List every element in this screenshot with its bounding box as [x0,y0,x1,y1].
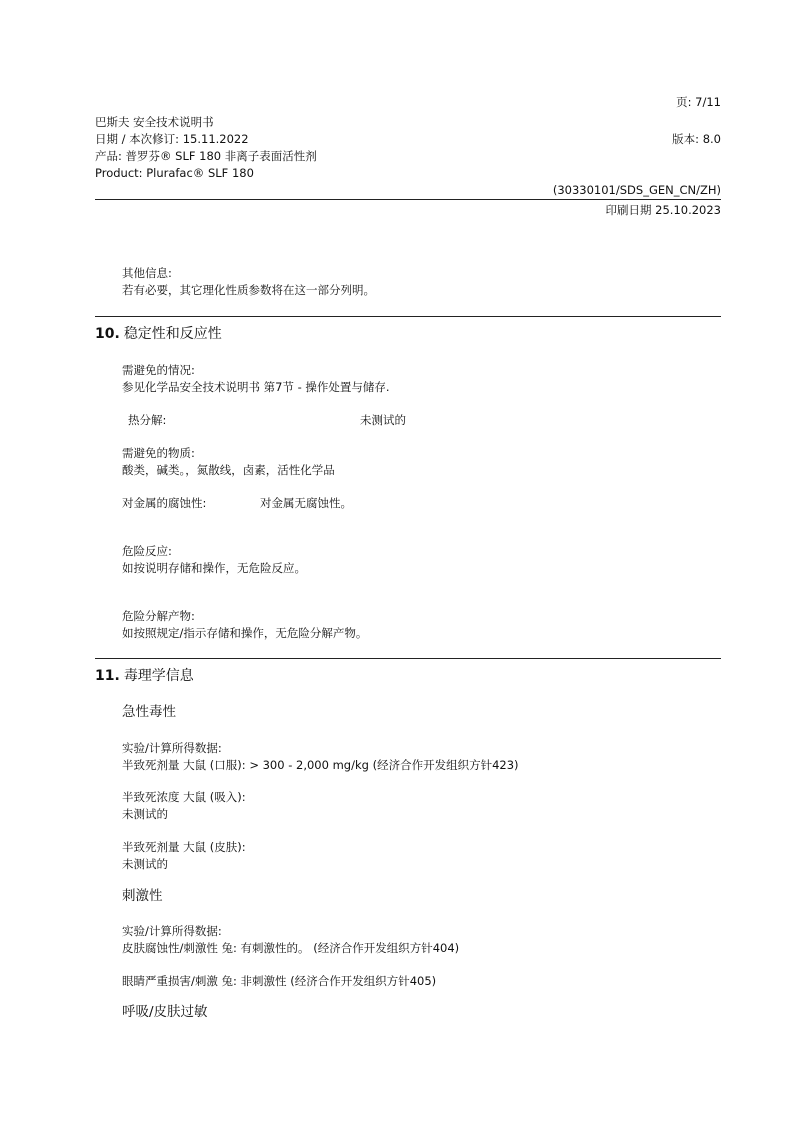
document-title: 巴斯夫 安全技术说明书 [95,115,214,129]
revision-date: 日期 / 本次修订: 15.11.2022 [95,132,249,146]
print-date: 印刷日期 25.10.2023 [605,203,721,217]
thermal-decomp-value: 未测试的 [360,413,406,427]
section-10-heading [95,326,222,343]
section-10-title: 稳定性和反应性 [123,326,222,342]
hazardous-reactions [122,543,306,577]
dermal-ld50 [122,839,246,873]
other-info-block [122,265,375,299]
hazard-reaction-text: 如按说明存储和操作，无危险反应。 [122,561,306,575]
document-code: (30330101/SDS_GEN_CN/ZH) [552,183,721,197]
conditions-to-avoid [122,362,390,396]
conditions-label: 需避免的情况: [122,363,195,377]
hazard-reaction-label: 危险反应: [122,544,172,558]
section-10-number: 10. [95,326,120,342]
materials-to-avoid [122,445,335,479]
irritation-data [122,923,459,957]
irritation-heading: 刺激性 [122,888,163,904]
eye-irritation: 眼睛严重损害/刺激 兔: 非刺激性 (经济合作开发组织方针405) [122,974,437,988]
other-info-text: 若有必要，其它理化性质参数将在这一部分列明。 [122,283,375,297]
product-name-en: Product: Plurafac® SLF 180 [95,166,254,180]
dermal-label: 半致死剂量 大鼠 (皮肤): [122,840,246,854]
section-11-number: 11. [95,668,120,684]
inhalation-label: 半致死浓度 大鼠 (吸入): [122,790,246,804]
metal-corrosion-value: 对金属无腐蚀性。 [260,496,352,510]
sensitization-heading: 呼吸/皮肤过敏 [122,1004,208,1020]
section-11-title: 毒理学信息 [123,668,194,684]
conditions-text: 参见化学品安全技术说明书 第7节 - 操作处置与储存. [122,380,390,394]
header-divider [95,199,721,200]
thermal-decomp-label: 热分解: [128,413,167,427]
materials-label: 需避免的物质: [122,446,195,460]
product-name-cn: 产品: 普罗芬® SLF 180 非离子表面活性剂 [95,149,317,163]
hazardous-decomposition [122,608,367,642]
acute-toxicity-heading: 急性毒性 [122,704,176,720]
other-info-label: 其他信息: [122,266,172,280]
decomp-text: 如按照规定/指示存储和操作，无危险分解产物。 [122,626,368,640]
metal-corrosion-label: 对金属的腐蚀性: [122,496,207,510]
decomp-label: 危险分解产物: [122,609,195,623]
acute-exp-label: 实验/计算所得数据: [122,741,222,755]
version-label: 版本: 8.0 [672,132,721,146]
irritation-exp-label: 实验/计算所得数据: [122,924,222,938]
section-10-divider [95,316,721,317]
inhalation-lc50 [122,789,246,823]
page-number: 页: 7/11 [676,95,721,109]
dermal-value: 未测试的 [122,857,168,871]
acute-toxicity-data [122,740,519,774]
acute-oral-ld50: 半致死剂量 大鼠 (口服): > 300 - 2,000 mg/kg (经济合作开发组织方针423) [122,758,519,772]
section-11-heading [95,668,194,685]
section-11-divider [95,658,721,659]
skin-irritation: 皮肤腐蚀性/刺激性 兔: 有刺激性的。 (经济合作开发组织方针404) [122,941,460,955]
inhalation-value: 未测试的 [122,807,168,821]
materials-text: 酸类，碱类。，氮散线，卤素，活性化学品 [122,463,335,477]
